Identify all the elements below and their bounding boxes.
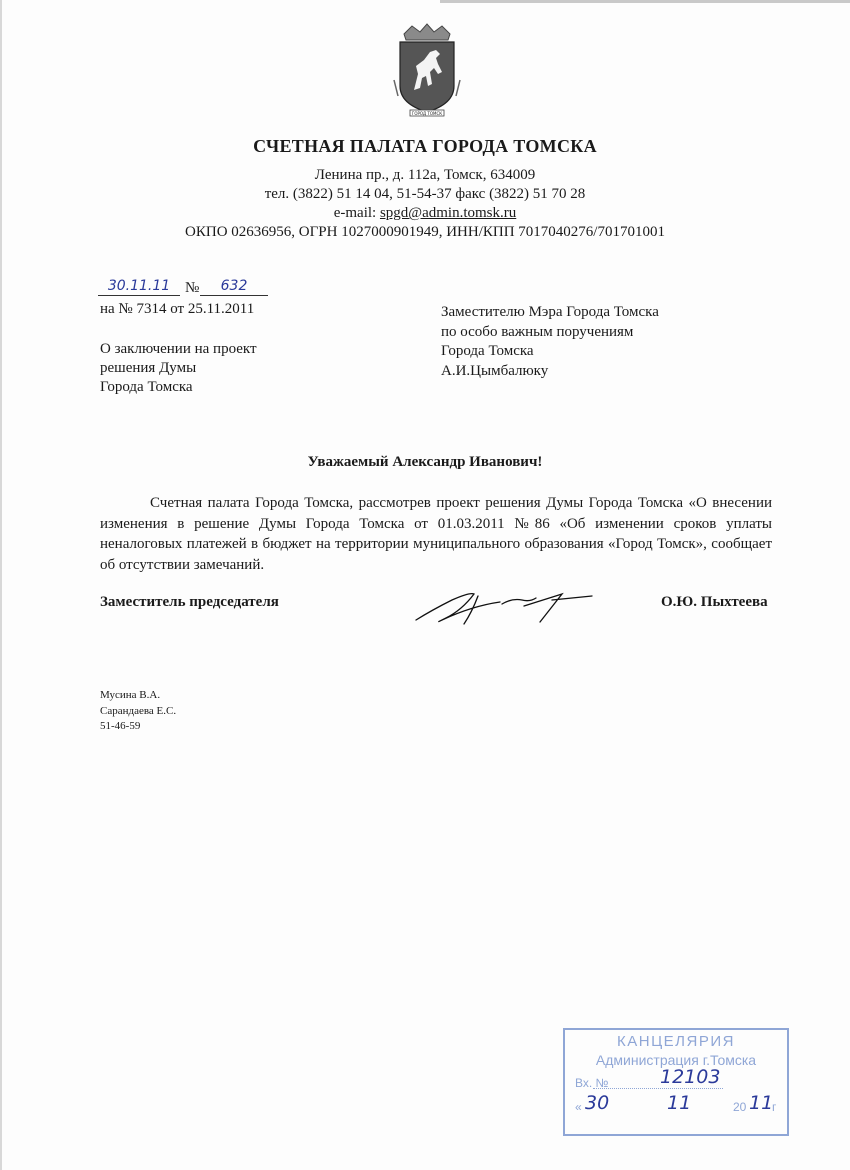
email-line: [0, 205, 850, 222]
outgoing-date: 30.11.11: [98, 278, 180, 296]
recipient-line: А.И.Цымбалюку: [441, 362, 549, 379]
stamp-year-suffix: г: [772, 1100, 777, 1114]
stamp-number-line: [593, 1088, 723, 1089]
subject-line: решения Думы: [100, 360, 197, 376]
number-label: №: [185, 280, 200, 296]
tomsk-coat-of-arms-icon: [392, 22, 462, 120]
outgoing-number: 632: [200, 278, 268, 296]
address: Ленина пр., д. 112а, Томск, 634009: [314, 167, 536, 183]
email-link[interactable]: spgd@admin.tomsk.ru: [379, 205, 517, 221]
salutation: Уважаемый Александр Иванович!: [307, 454, 543, 470]
executor-phone: 51-46-59: [100, 720, 141, 732]
executors-block: [100, 688, 176, 735]
subject-line: О заключении на проект: [100, 341, 257, 357]
subject-block: [100, 340, 257, 397]
stamp-quote: «: [575, 1100, 582, 1114]
reference-line: на № 7314 от 25.11.2011: [100, 301, 255, 317]
recipient-line: Заместителю Мэра Города Томска: [441, 304, 659, 320]
stamp-title: КАНЦЕЛЯРИЯ: [617, 1033, 735, 1050]
subject-line: Города Томска: [100, 379, 193, 395]
stamp-month: 11: [667, 1092, 692, 1114]
stamp-organization: Администрация г.Томска: [595, 1052, 757, 1068]
stamp-day: 30: [585, 1092, 610, 1114]
stamp-in-number: 12103: [660, 1066, 721, 1088]
executor-line: Мусина В.А.: [100, 689, 161, 701]
registry-codes: ОКПО 02636956, ОГРН 1027000901949, ИНН/КПП 7017040276/701701001: [185, 224, 665, 240]
recipient-line: Города Томска: [441, 343, 534, 359]
signer-name: О.Ю. Пыхтеева: [661, 594, 768, 610]
emblem-caption: ГОРОД ТОМСК: [411, 111, 443, 116]
phones: тел. (3822) 51 14 04, 51-54-37 факс (3822) 51 70 28: [264, 186, 586, 202]
email-label: e-mail:: [333, 205, 380, 221]
stamp-year-prefix: 20: [733, 1100, 747, 1114]
letter-body: Счетная палата Города Томска, рассмотрев проект решения Думы Города Томска «О внесении изменения в решение Думы Города Томска от 01.03.2011 №86 «Об изменении сроков уплаты неналоговых платежей в бюджет на территории муниципального образования «Город Томск», сообщает об отсутствии замечаний.: [100, 495, 772, 573]
organization-name: СЧЕТНАЯ ПАЛАТА ГОРОДА ТОМСКА: [253, 136, 597, 156]
recipient-line: по особо важным поручениям: [441, 323, 634, 340]
scan-top-shadow: [440, 0, 850, 3]
stamp-year: 11: [749, 1092, 774, 1114]
signer-title: Заместитель председателя: [100, 594, 279, 610]
executor-line: Сарандаева Е.С.: [100, 704, 177, 717]
recipient-block: [441, 303, 659, 381]
handwritten-signature-icon: [412, 580, 597, 630]
stamp-in-label: Вх. №: [575, 1076, 609, 1090]
registration-stamp: [563, 1028, 789, 1136]
